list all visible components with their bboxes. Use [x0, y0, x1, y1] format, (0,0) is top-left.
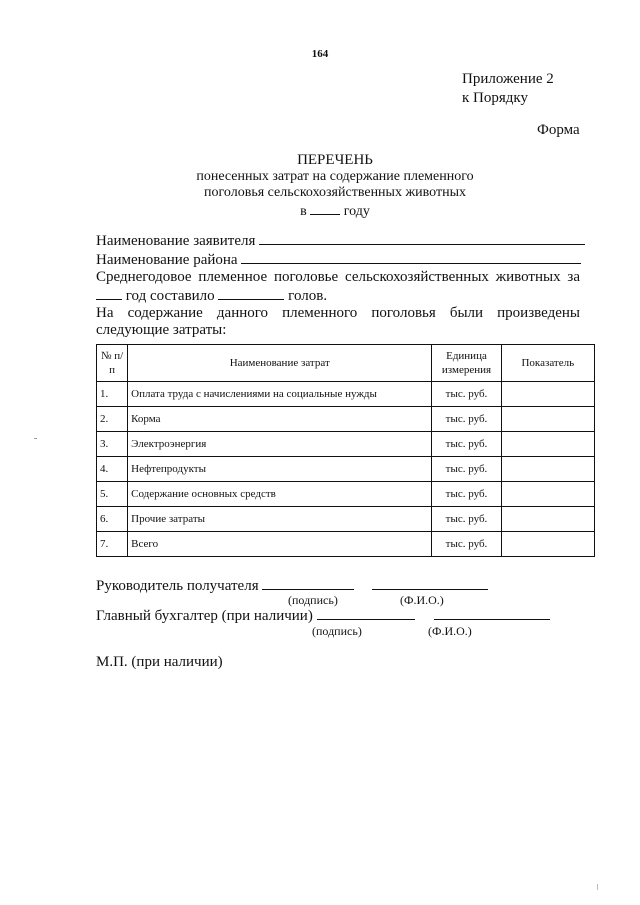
row-name: Содержание основных средств	[128, 482, 432, 507]
district-label: Наименование района	[96, 252, 238, 268]
appendix-line-1: Приложение 2	[462, 71, 554, 87]
livestock-heads-blank	[218, 286, 284, 300]
table-row	[97, 457, 595, 482]
scan-mark	[34, 438, 37, 439]
livestock-line-2	[96, 286, 580, 305]
livestock-year-blank	[96, 286, 122, 300]
head-label: Руководитель получателя	[96, 578, 259, 594]
applicant-label: Наименование заявителя	[96, 233, 256, 249]
row-no: 5.	[97, 482, 128, 507]
header-unit: Единица измерения	[432, 345, 501, 382]
header-no: № п/п	[97, 345, 128, 382]
accountant-name-blank	[434, 606, 550, 620]
costs-intro-end: следующие затраты:	[96, 322, 227, 338]
header-value: Показатель	[501, 345, 594, 382]
accountant-label: Главный бухгалтер (при наличии)	[96, 608, 313, 624]
row-value[interactable]	[501, 482, 594, 507]
table-row	[97, 382, 595, 407]
row-name: Прочие затраты	[128, 507, 432, 532]
row-value[interactable]	[501, 507, 594, 532]
row-no: 2.	[97, 407, 128, 432]
row-name: Всего	[128, 532, 432, 557]
row-value[interactable]	[501, 407, 594, 432]
title-heading: ПЕРЕЧЕНЬ	[297, 152, 373, 168]
costs-table	[96, 344, 595, 557]
row-value[interactable]	[501, 432, 594, 457]
form-label: Форма	[537, 122, 580, 138]
head-signature-blank	[262, 576, 354, 590]
row-name: Корма	[128, 407, 432, 432]
accountant-signature-blank	[317, 606, 415, 620]
head-signature-caption: (подпись)	[288, 593, 338, 607]
year-prefix: в	[300, 204, 307, 219]
district-blank	[241, 250, 581, 264]
row-name: Нефтепродукты	[128, 457, 432, 482]
title-line-2: поголовья сельскохозяйственных животных	[204, 185, 466, 200]
scan-mark	[597, 884, 598, 890]
row-name: Электроэнергия	[128, 432, 432, 457]
applicant-blank	[259, 231, 585, 245]
table-row	[97, 482, 595, 507]
row-unit: тыс. руб.	[432, 507, 501, 532]
document-title	[130, 152, 540, 220]
header-name: Наименование затрат	[128, 345, 432, 382]
accountant-signature-line	[96, 606, 550, 625]
accountant-name-caption: (Ф.И.О.)	[428, 624, 472, 638]
head-name-caption: (Ф.И.О.)	[400, 593, 444, 607]
livestock-line-1: Среднегодовое племенное поголовье сельскохозяйственных животных за	[96, 269, 580, 285]
seal-note: М.П. (при наличии)	[96, 654, 223, 670]
row-value[interactable]	[501, 382, 594, 407]
title-year-line	[130, 201, 540, 220]
table-row	[97, 507, 595, 532]
row-unit: тыс. руб.	[432, 407, 501, 432]
appendix-line-2: к Порядку	[462, 90, 528, 106]
district-field	[96, 250, 580, 269]
row-no: 1.	[97, 382, 128, 407]
title-line-1: понесенных затрат на содержание племенного	[196, 169, 474, 184]
accountant-signature-caption: (подпись)	[312, 624, 362, 638]
row-no: 7.	[97, 532, 128, 557]
table-row	[97, 532, 595, 557]
table-row	[97, 407, 595, 432]
row-unit: тыс. руб.	[432, 482, 501, 507]
row-no: 3.	[97, 432, 128, 457]
row-value[interactable]	[501, 457, 594, 482]
row-unit: тыс. руб.	[432, 382, 501, 407]
row-no: 4.	[97, 457, 128, 482]
row-unit: тыс. руб.	[432, 457, 501, 482]
table-row	[97, 432, 595, 457]
row-unit: тыс. руб.	[432, 432, 501, 457]
row-value[interactable]	[501, 532, 594, 557]
table-header-row	[97, 345, 595, 382]
costs-intro: На содержание данного племенного поголовья были произведены	[96, 305, 580, 321]
page-number: 164	[311, 48, 329, 60]
livestock-heads: голов.	[288, 288, 328, 304]
livestock-year-text: год составило	[125, 288, 215, 304]
row-name: Оплата труда с начислениями на социальные нужды	[128, 382, 432, 407]
applicant-fields	[96, 231, 580, 339]
year-suffix: году	[343, 204, 370, 219]
row-no: 6.	[97, 507, 128, 532]
row-unit: тыс. руб.	[432, 532, 501, 557]
head-name-blank	[372, 576, 488, 590]
appendix-note	[462, 70, 554, 108]
applicant-field	[96, 231, 580, 250]
year-blank	[310, 201, 340, 215]
